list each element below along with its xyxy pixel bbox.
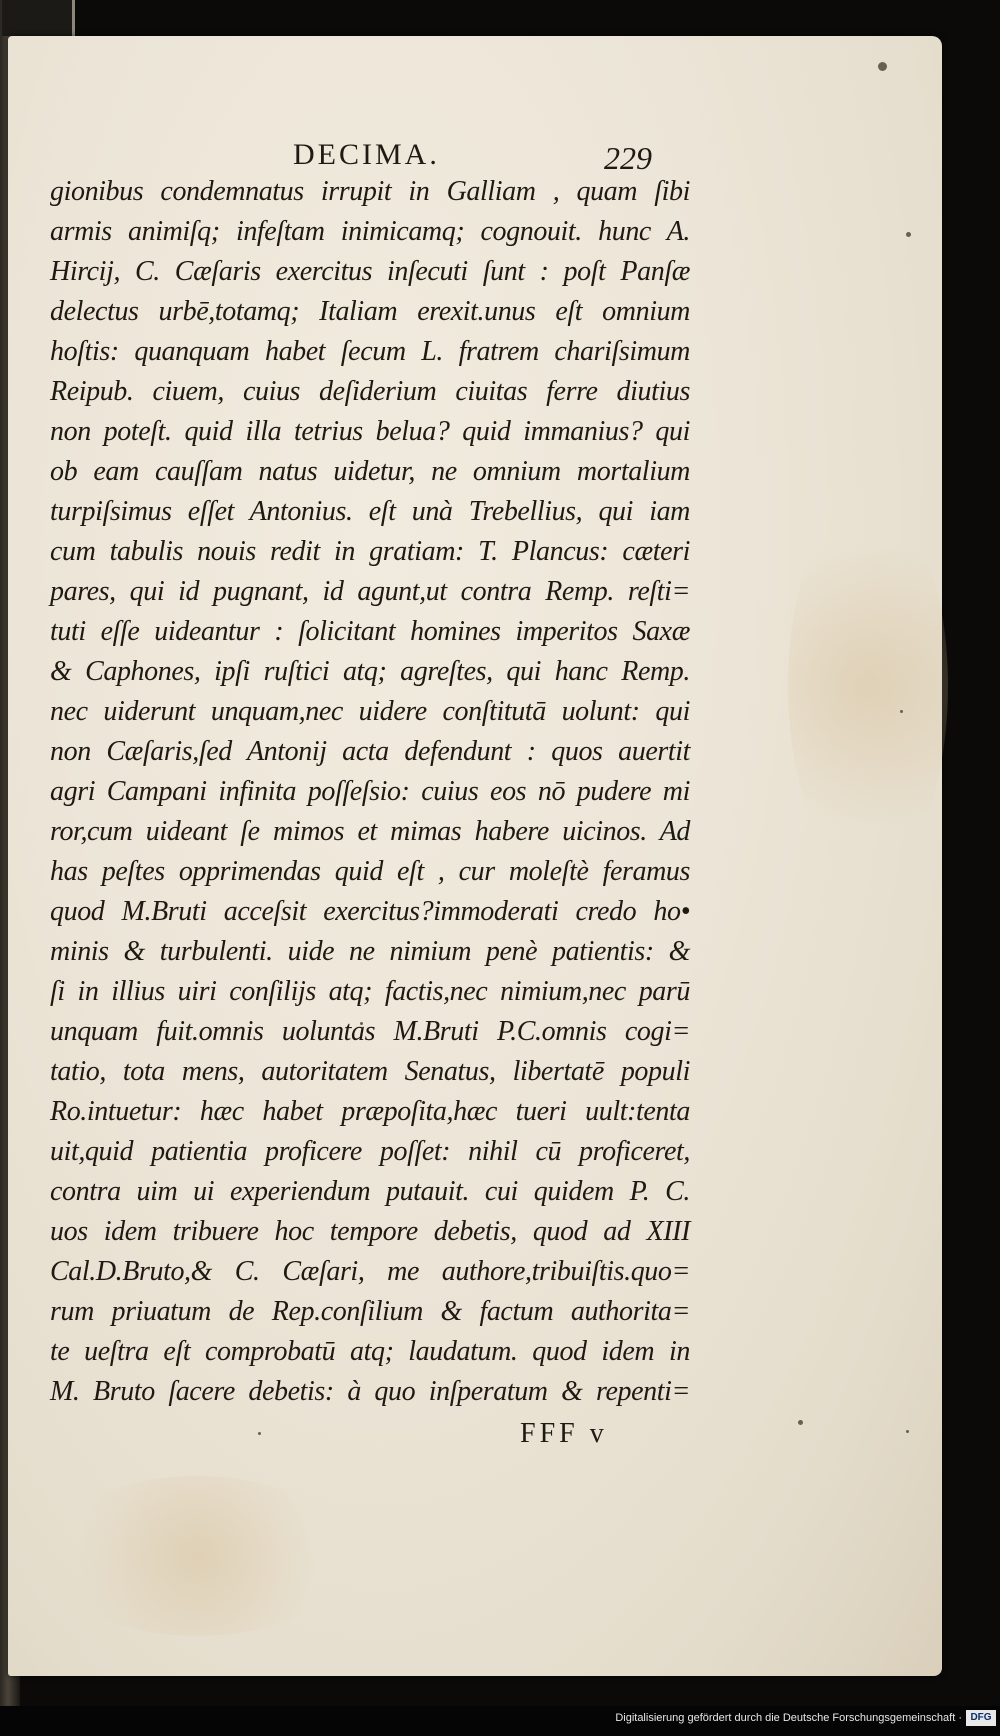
text-line: minis & turbulenti. uide ne nimium penè patientis: & [50, 936, 690, 967]
text-line: ob eam cauſſam natus uidetur, ne omnium mortalium [50, 456, 690, 487]
text-line: has peſtes opprimendas quid eſt , cur moleſtè feramus [50, 856, 690, 887]
ink-speck [878, 62, 887, 71]
text-line: non poteſt. quid illa tetrius belua? quid immanius? qui [50, 416, 690, 447]
ink-speck [900, 710, 903, 713]
text-line: unquam fuit.omnis uoluntas M.Bruti P.C.omnis cogi= [50, 1016, 690, 1047]
text-line: nec uiderunt unquam,nec uidere conſtitutā uolunt: qui [50, 696, 690, 727]
text-line: pares, qui id pugnant, id agunt,ut contra Remp. reſti= [50, 576, 690, 607]
text-line: agri Campani infinita poſſeſsio: cuius eos nō pudere mi [50, 776, 690, 807]
spine-cap [2, 0, 75, 36]
text-line: tuti eſſe uideantur : ſolicitant homines imperitos Saxæ [50, 616, 690, 647]
text-line: cum tabulis nouis redit in gratiam: T. Plancus: cæteri [50, 536, 690, 567]
ink-speck [258, 1432, 261, 1435]
text-line: non Cæſaris,ſed Antonij acta defendunt : quos auertit [50, 736, 690, 767]
text-line: quod M.Bruti acceſsit exercitus?immoderati credo ho• [50, 896, 690, 927]
text-line: contra uim ui experiendum putauit. cui quidem P. C. [50, 1176, 690, 1207]
ink-speck [906, 232, 911, 237]
page-header [0, 104, 1000, 176]
text-line: rum priuatum de Rep.conſilium & factum authorita= [50, 1296, 690, 1327]
text-line: turpiſsimus eſſet Antonius. eſt unà Trebellius, qui iam [50, 496, 690, 527]
text-line: te ueſtra eſt comprobatū atq; laudatum. quod idem in [50, 1336, 690, 1367]
text-line: gionibus condemnatus irrupit in Galliam , quam ſibi [50, 176, 690, 207]
running-head: DECIMA. [293, 138, 440, 171]
paper-stain [788, 496, 948, 876]
body-text [50, 172, 690, 1412]
text-line: ſi in illius uiri conſilijs atq; factis,nec nimium,nec parū [50, 976, 690, 1007]
dfg-logo: DFG [966, 1710, 996, 1726]
text-line: armis animiſq; infeſtam inimicamq; cognouit. hunc A. [50, 216, 690, 247]
text-line: Cal.D.Bruto,& C. Cæſari, me authore,tribuiſtis.quo= [50, 1256, 690, 1287]
page-number: 229 [604, 140, 652, 176]
text-line: & Caphones, ipſi ruſtici atq; agreſtes, qui hanc Remp. [50, 656, 690, 687]
text-line: uit,quid patientia proficere poſſet: nihil cū proficeret, [50, 1136, 690, 1167]
text-line: M. Bruto ſacere debetis: à quo inſperatum & repenti= [50, 1376, 690, 1407]
text-line: Hircij, C. Cæſaris exercitus inſecuti ſunt : poſt Panſæ [50, 256, 690, 287]
text-line: delectus urbē,totamq; Italiam erexit.unus eſt omnium [50, 296, 690, 327]
ink-speck [798, 1420, 803, 1425]
text-line: ror,cum uideant ſe mimos et mimas habere uicinos. Ad [50, 816, 690, 847]
text-line: Ro.intuetur: hæc habet præpoſita,hæc tueri uult:tenta [50, 1096, 690, 1127]
text-line: Reipub. ciuem, cuius deſiderium ciuitas ferre diutius [50, 376, 690, 407]
paper-stain [48, 1476, 348, 1636]
ink-speck [906, 1430, 909, 1433]
text-line: uos idem tribuere hoc tempore debetis, quod ad XIII [50, 1216, 690, 1247]
text-line: hoſtis: quanquam habet ſecum L. fratrem chariſsimum [50, 336, 690, 367]
text-line: tatio, tota mens, autoritatem Senatus, libertatē populi [50, 1056, 690, 1087]
digitization-footer [0, 1706, 1000, 1736]
digitization-note: Digitalisierung gefördert durch die Deutsche Forschungsgemeinschaft · [615, 1712, 962, 1724]
signature-mark: FFF v [520, 1418, 608, 1449]
